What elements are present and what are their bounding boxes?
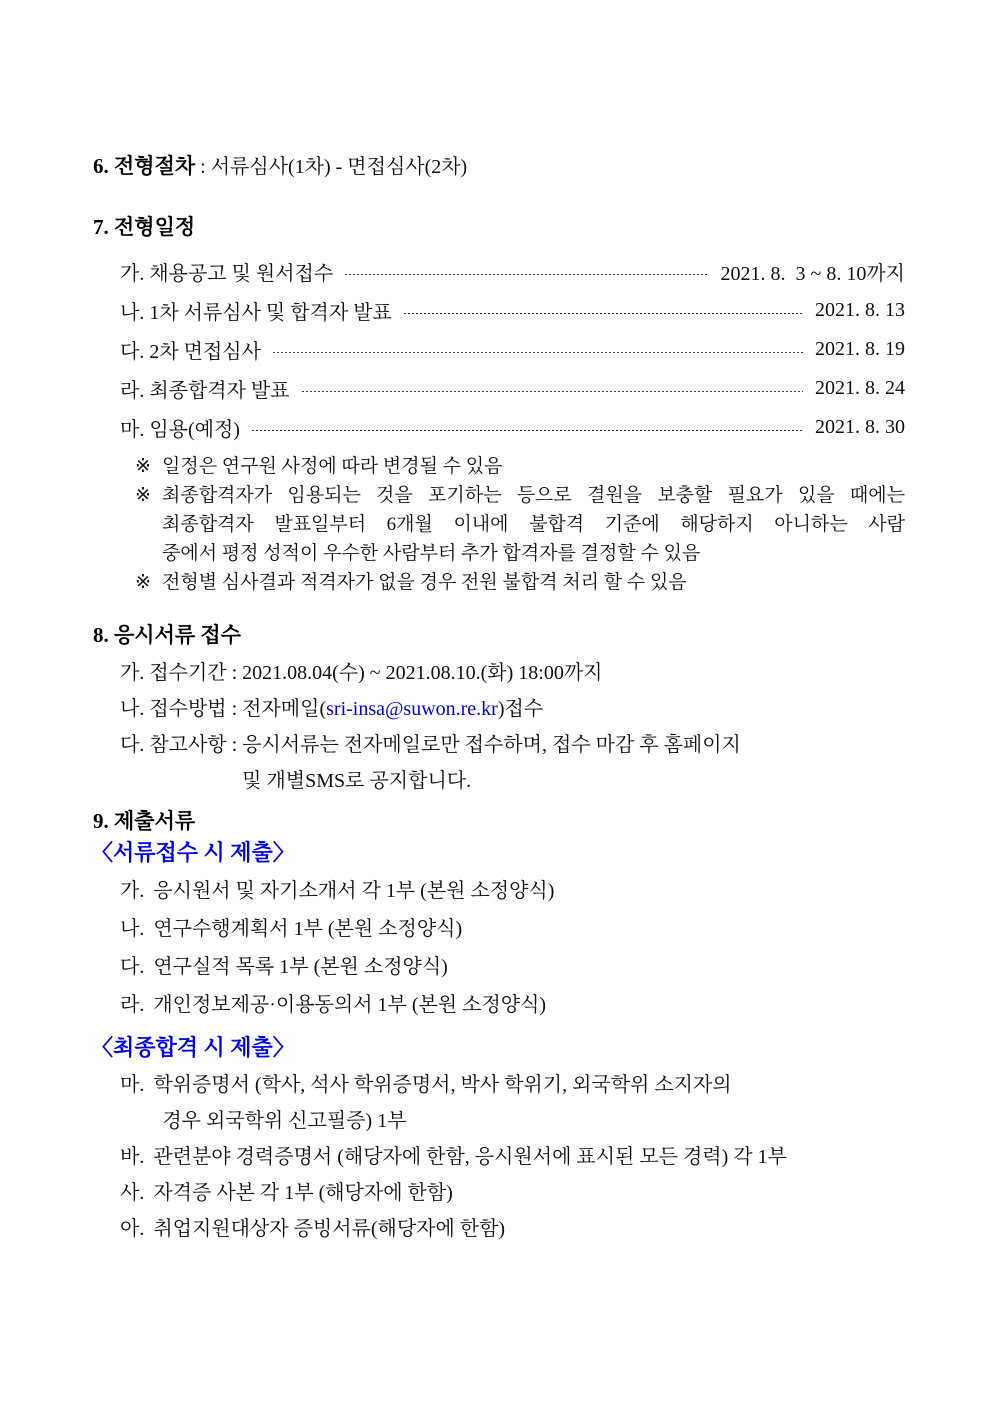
note-marker: ※	[135, 485, 151, 506]
section-9	[93, 807, 905, 1247]
item-text: )접수	[497, 698, 544, 720]
item-text: 경우 외국학위 신고필증) 1부	[162, 1110, 407, 1132]
list-item	[93, 1067, 905, 1139]
section-6-body: 서류심사(1차) - 면접심사(2차)	[210, 156, 468, 178]
list-item	[93, 948, 905, 986]
submit-on-receipt-heading: 〈서류접수 시 제출〉	[91, 840, 295, 865]
item-label: 가.	[120, 880, 145, 902]
schedule-notes	[135, 452, 905, 597]
item-separator: :	[226, 698, 243, 720]
note-text: 일정은 연구원 사정에 따라 변경될 수 있음	[162, 456, 503, 477]
schedule-label: 나. 1차 서류심사 및 합격자 발표	[120, 302, 392, 324]
dotted-leader-line	[345, 274, 708, 275]
item-text: 응시서류는 전자메일로만 접수하며, 접수 마감 후 홈페이지	[242, 734, 741, 756]
schedule-label: 가. 채용공고 및 원서접수	[120, 263, 334, 285]
item-label: 라.	[120, 994, 145, 1016]
note	[135, 452, 905, 481]
section-8	[93, 621, 905, 799]
item-label: 가. 접수기간	[120, 662, 227, 684]
list-item	[93, 986, 905, 1024]
item-text: 취업지원대상자 증빙서류(해당자에 한함)	[153, 1218, 506, 1240]
note-text: 최종합격자가 임용되는 것을 포기하는 등으로 결원을 보충할 필요가 있을 때에는	[162, 485, 905, 506]
item-label: 다.	[120, 956, 145, 978]
item-separator: :	[226, 662, 243, 684]
note-text: 중에서 평정 성적이 우수한 사람부터 추가 합격자를 결정할 수 있음	[162, 543, 701, 564]
note	[135, 481, 905, 568]
schedule-label: 다. 2차 면접심사	[120, 341, 261, 363]
item-label: 바.	[120, 1146, 145, 1168]
schedule-row	[93, 408, 905, 447]
item-text: 응시원서 및 자기소개서 각 1부 (본원 소정양식)	[153, 880, 555, 902]
item-text: 및 개별SMS로 공지합니다.	[242, 770, 472, 792]
dotted-leader-line	[404, 313, 803, 314]
receipt-item-reference	[93, 727, 905, 799]
dotted-leader-line	[252, 430, 803, 431]
item-separator: :	[226, 734, 243, 756]
dotted-leader-line	[273, 352, 803, 353]
note-marker: ※	[135, 456, 151, 477]
schedule-date: 2021. 8. 13	[815, 299, 905, 321]
schedule-row	[93, 369, 905, 408]
item-text: 연구수행계획서 1부 (본원 소정양식)	[153, 918, 463, 940]
item-text: 2021.08.04(수) ~ 2021.08.10.(화) 18:00까지	[242, 662, 603, 684]
list-item	[93, 910, 905, 948]
schedule-label: 마. 임용(예정)	[120, 419, 240, 441]
item-text: 개인정보제공·이용동의서 1부 (본원 소정양식)	[153, 994, 547, 1016]
submit-on-final-pass-list	[93, 1067, 905, 1247]
note-marker: ※	[135, 572, 151, 593]
schedule-date: 2021. 8. 30	[815, 416, 905, 438]
item-label: 아.	[120, 1218, 145, 1240]
note-text: 전형별 심사결과 적격자가 없을 경우 전원 불합격 처리 할 수 있음	[162, 572, 687, 593]
item-label: 마.	[120, 1074, 145, 1096]
receipt-item-period	[93, 655, 905, 691]
schedule-row	[93, 252, 905, 291]
item-text: 학위증명서 (학사, 석사 학위증명서, 박사 학위기, 외국학위 소지자의	[153, 1074, 732, 1096]
item-text: 전자메일(	[242, 698, 327, 720]
schedule-row	[93, 330, 905, 369]
schedule-date: 2021. 8. 24	[815, 377, 905, 399]
list-item	[93, 872, 905, 910]
item-text: 자격증 사본 각 1부 (해당자에 한함)	[153, 1182, 453, 1204]
submit-on-receipt-list	[93, 872, 905, 1024]
email-link[interactable]: sri-insa@suwon.re.kr	[326, 698, 498, 720]
schedule-date: 2021. 8. 19	[815, 338, 905, 360]
item-label: 사.	[120, 1182, 145, 1204]
list-item	[93, 1175, 905, 1211]
receipt-item-method	[93, 691, 905, 727]
section-7-heading: 7. 전형일정	[93, 215, 196, 239]
list-item	[93, 1211, 905, 1247]
item-label: 다. 참고사항	[120, 734, 227, 756]
section-8-heading: 8. 응시서류 접수	[93, 623, 241, 647]
item-label: 나. 접수방법	[120, 698, 227, 720]
section-6	[93, 150, 905, 180]
section-7	[93, 213, 905, 597]
note-text: 최종합격자 발표일부터 6개월 이내에 불합격 기준에 해당하지 아니하는 사람	[162, 514, 905, 535]
item-text: 연구실적 목록 1부 (본원 소정양식)	[153, 956, 448, 978]
schedule-date: 2021. 8. 3 ~ 8. 10까지	[720, 263, 905, 285]
submit-on-final-pass-heading: 〈최종합격 시 제출〉	[91, 1035, 295, 1060]
dotted-leader-line	[302, 391, 803, 392]
section-6-separator: :	[195, 156, 211, 178]
section-6-heading: 6. 전형절차	[93, 154, 196, 178]
section-9-heading: 9. 제출서류	[93, 809, 196, 833]
schedule-label: 라. 최종합격자 발표	[120, 380, 290, 402]
note	[135, 568, 905, 597]
list-item	[93, 1139, 905, 1175]
schedule-row	[93, 291, 905, 330]
item-label: 나.	[120, 918, 145, 940]
item-text: 관련분야 경력증명서 (해당자에 한함, 응시원서에 표시된 모든 경력) 각 1부	[153, 1146, 787, 1168]
schedule-list	[93, 252, 905, 447]
